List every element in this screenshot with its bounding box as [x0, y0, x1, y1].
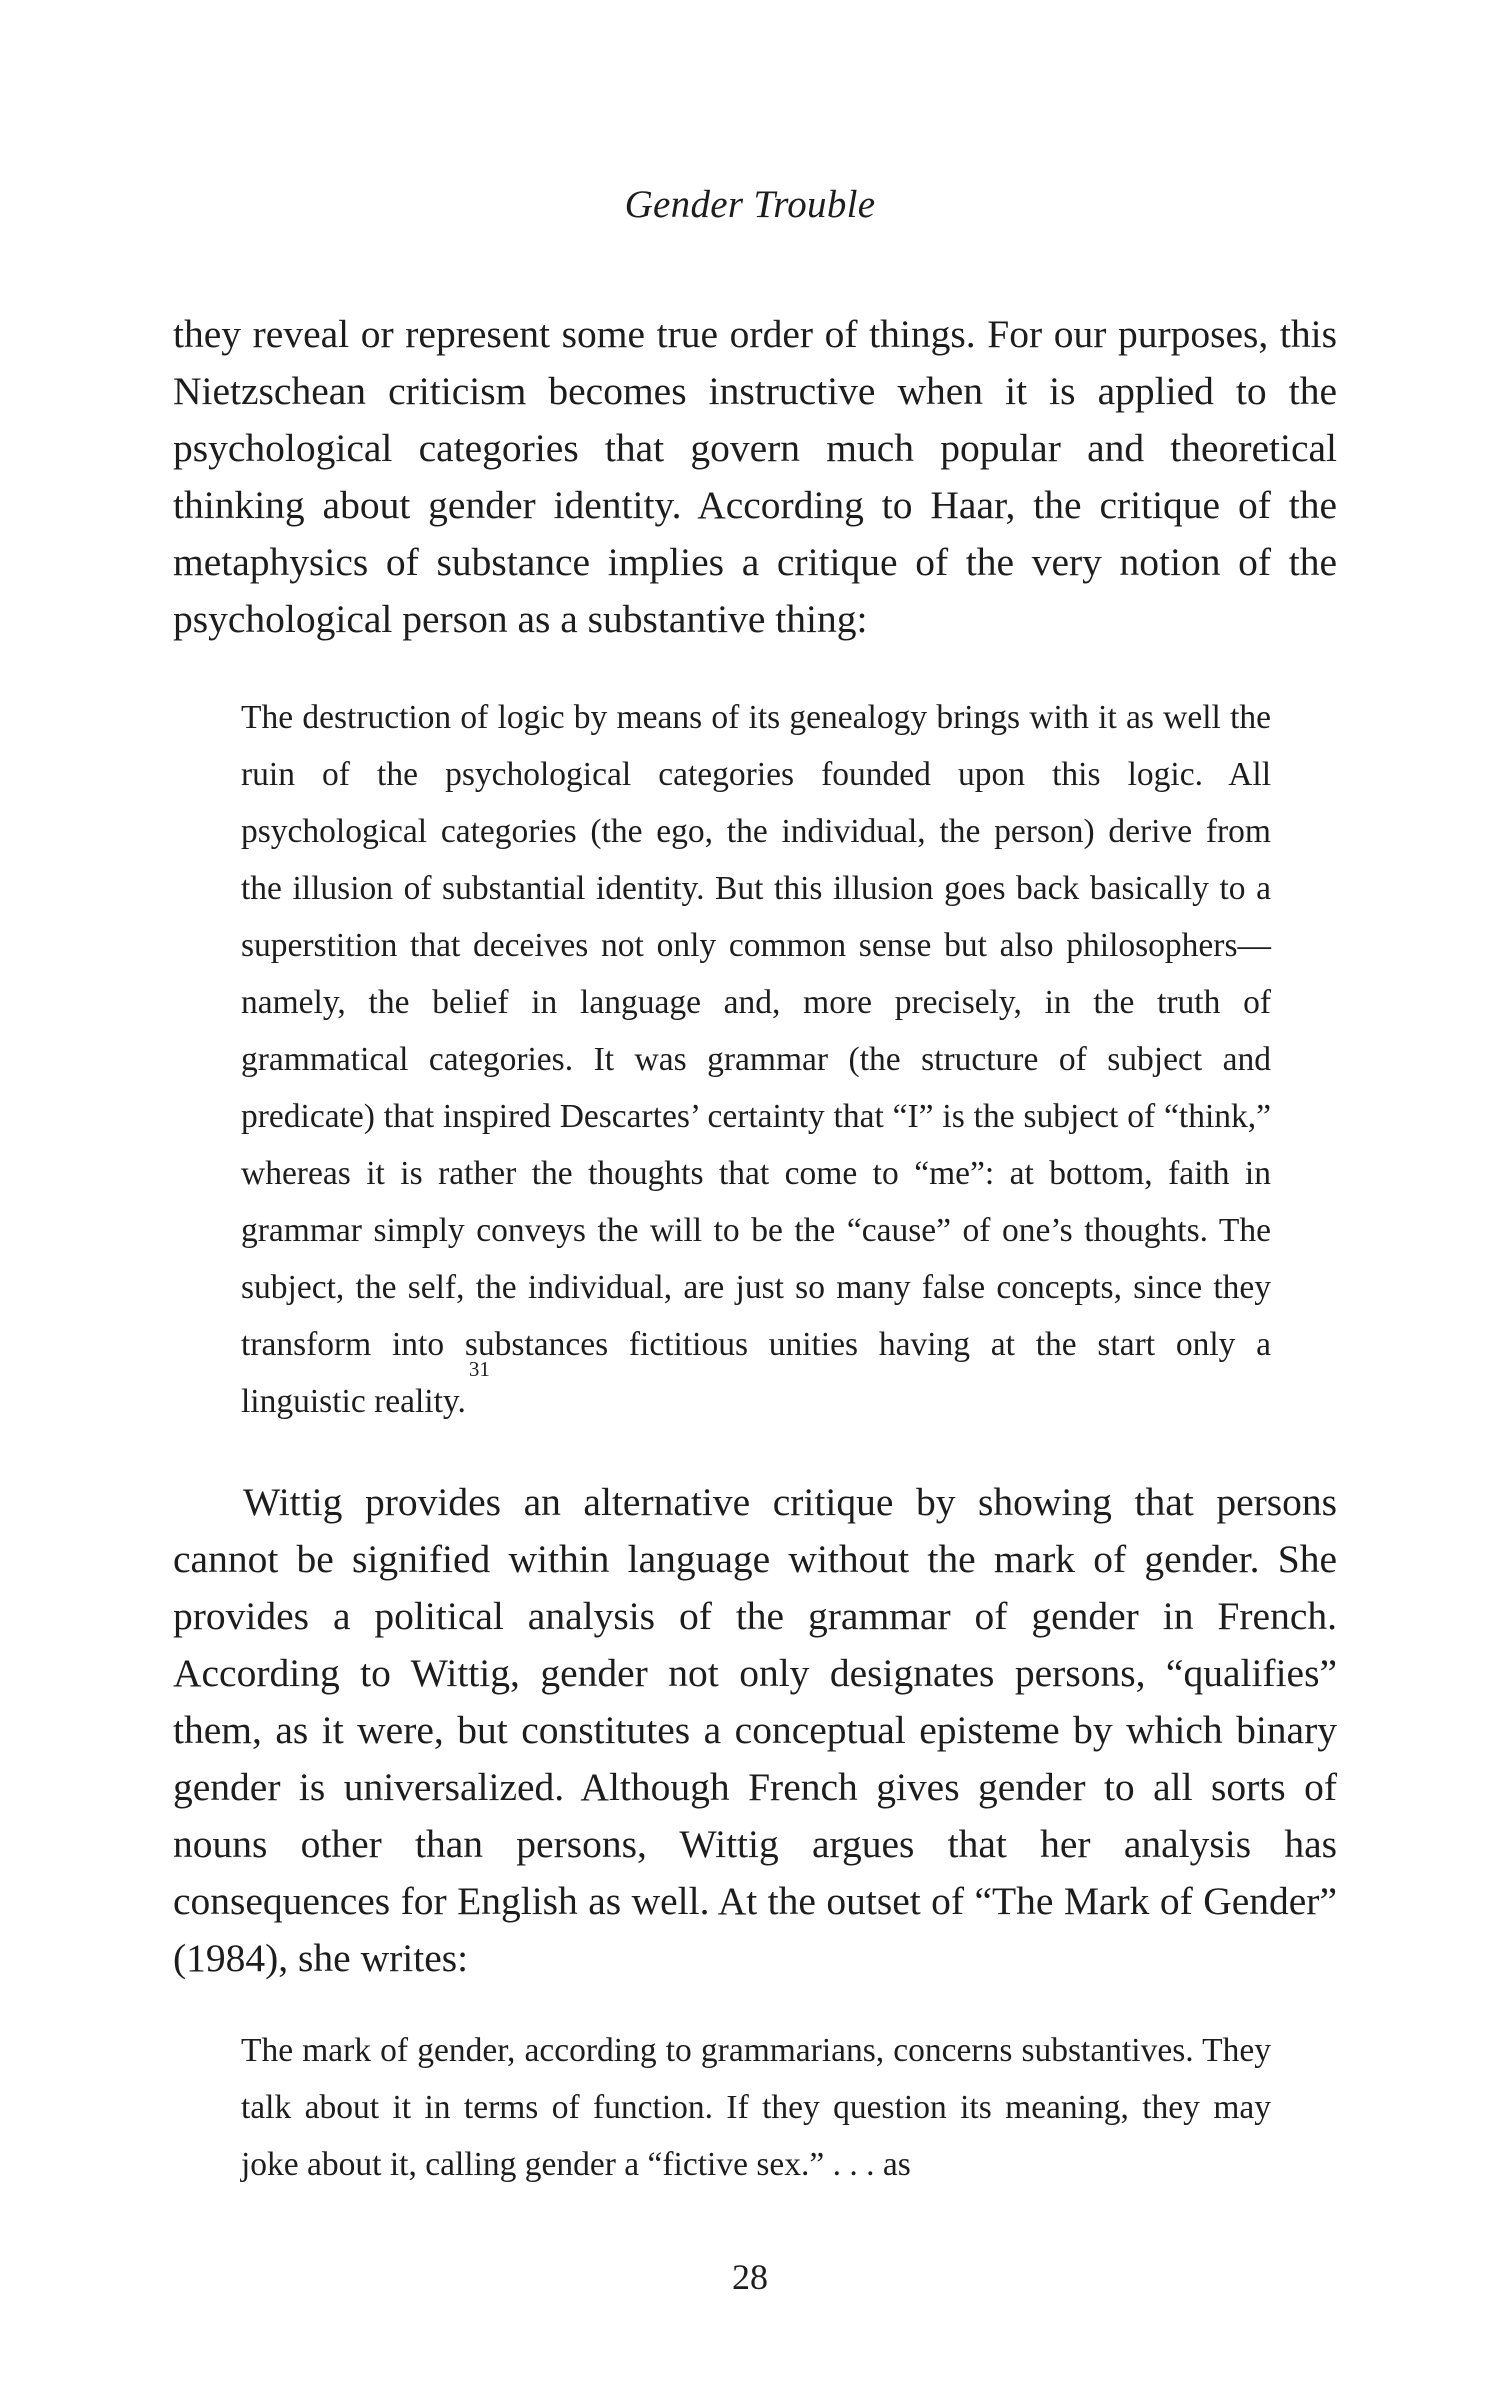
page-number: 28: [732, 2257, 768, 2297]
running-head: Gender Trouble: [624, 183, 876, 226]
footnote-reference[interactable]: 31: [468, 1357, 490, 1381]
block-quotation: The mark of gender, according to grammarians, concerns substantives. They talk about it in terms of function. If they question its meaning, they may joke about it, calling gender a “fictive sex.” . . . as: [241, 2032, 1271, 2183]
body-paragraph: they reveal or represent some true order of things. For our purposes, this Nietzschean criticism becomes instructive when it is applied to the psychological categories that govern much popular and theoretical thinking about gender identity. According to Haar, the critique of the metaphysics of substance implies a critique of the very notion of the psychological person as a substantive thing:: [173, 312, 1337, 641]
quotation-text: The destruction of logic by means of its genealogy brings with it as well the ruin of the psychological categories founded upon this logic. All psychological categories (the ego, the individual, the person) derive from the illusion of substantial identity. But this illusion goes back basically to a superstition that deceives not only common sense but also philosophers—namely, the belief in language and, more precisely, in the truth of grammatical categories. It was grammar (the structure of subject and predicate) that inspired Descartes’ certainty that “I” is the subject of “think,” whereas it is rather the thoughts that come to “me”: at bottom, faith in grammar simply conveys the will to be the “cause” of one’s thoughts. The subject, the self, the individual, are just so many false concepts, since they transform into substances fictitious unities having at the start only a linguistic reality.: [241, 699, 1271, 1420]
body-paragraph: Wittig provides an alternative critique by showing that persons cannot be signified within language without the mark of gender. She provides a political analysis of the grammar of gender in French. According to Wittig, gender not only designates persons, “qualifies” them, as it were, but constitutes a conceptual episteme by which binary gender is universalized. Although French gives gender to all sorts of nouns other than persons, Wittig argues that her analysis has consequences for English as well. At the outset of “The Mark of Gender” (1984), she writes:: [173, 1480, 1337, 1980]
block-quotation: [241, 689, 1271, 1430]
